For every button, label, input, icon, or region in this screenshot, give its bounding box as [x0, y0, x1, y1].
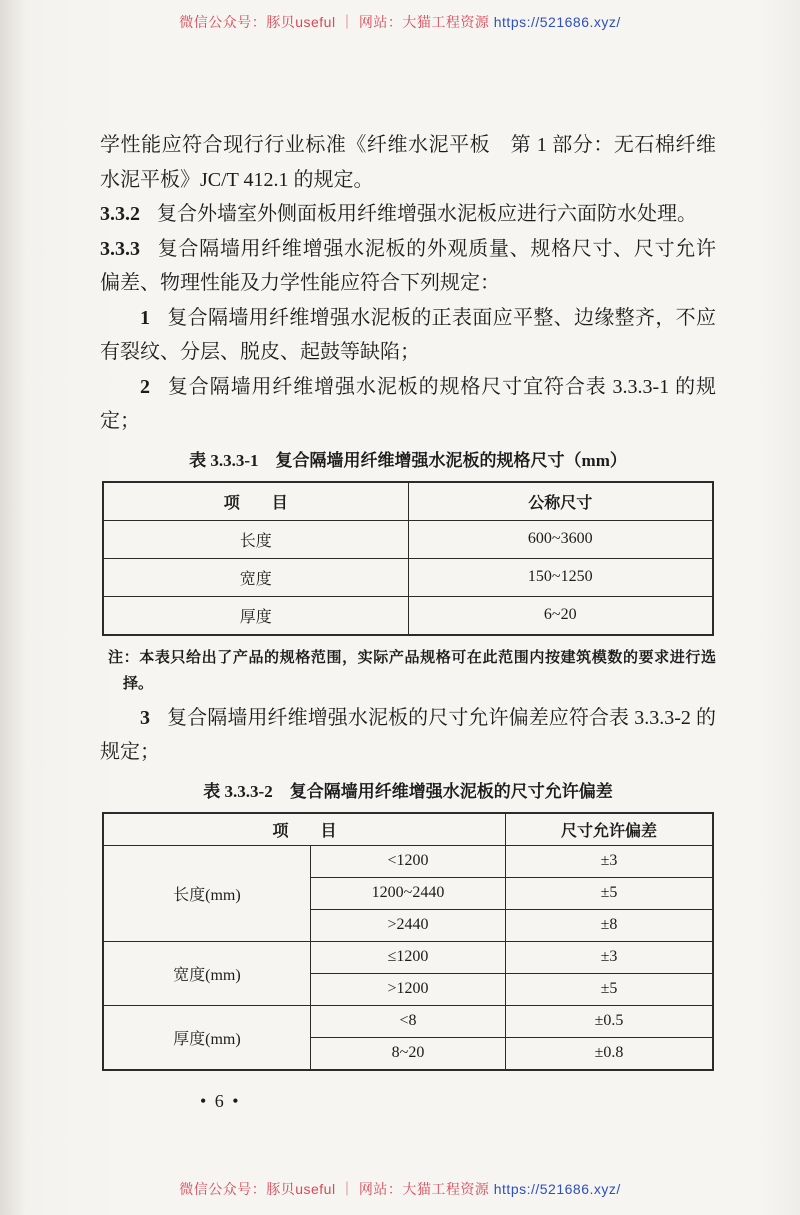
list-item-3-text: 复合隔墙用纤维增强水泥板的尺寸允许偏差应符合表 3.3.3-2 的规定；: [100, 706, 716, 763]
watermark-top: [0, 12, 800, 32]
clause-3-3-2-number: 3.3.2: [100, 203, 140, 225]
table2-header-deviation: 尺寸允许偏差: [506, 813, 713, 846]
list-item-3-number: 3: [140, 706, 150, 729]
table-cell: 宽度: [103, 558, 408, 596]
watermark-bottom-url: https://521686.xyz/: [493, 1181, 621, 1197]
table-cell: 6~20: [408, 596, 713, 635]
table-row: [103, 596, 713, 635]
table-cell: <8: [310, 1005, 505, 1037]
table-cell: ±0.5: [506, 1005, 713, 1037]
table1-caption: 表 3.3.3-1 复合隔墙用纤维增强水泥板的规格尺寸（mm）: [189, 450, 627, 470]
table-cell: ±3: [506, 941, 713, 973]
table-cell: <1200: [310, 845, 505, 877]
list-item-2: [100, 370, 716, 439]
page-number: • 6 •: [200, 1090, 241, 1111]
table-cell: 长度: [103, 520, 408, 558]
table1-note: 注：本表只给出了产品的规格范围，实际产品规格可在此范围内按建筑模数的要求进行选择。: [108, 649, 716, 692]
tolerance-table: [102, 812, 714, 1071]
table-cell: ±5: [506, 973, 713, 1005]
table2-header-item: 项 目: [103, 813, 506, 846]
table-header-row: [103, 813, 713, 846]
table-cell: ≤1200: [310, 941, 505, 973]
clause-3-3-2-text: 复合外墙室外侧面板用纤维增强水泥板应进行六面防水处理。: [157, 203, 697, 225]
table-row: [103, 845, 713, 877]
clause-3-3-3-text: 复合隔墙用纤维增强水泥板的外观质量、规格尺寸、尺寸允许偏差、物理性能及力学性能应符合下列规定：: [100, 237, 716, 294]
list-item-2-number: 2: [140, 375, 150, 398]
table-row: [103, 558, 713, 596]
table-cell: ±3: [506, 845, 713, 877]
table-row: [103, 520, 713, 558]
table-row: [103, 1005, 713, 1037]
table-cell: ±8: [506, 909, 713, 941]
clause-3-3-2: [100, 197, 716, 232]
table-cell: >2440: [310, 909, 505, 941]
list-item-3: [100, 701, 716, 770]
table-cell: >1200: [310, 973, 505, 1005]
spec-size-table: [102, 481, 714, 636]
watermark-top-url: https://521686.xyz/: [493, 14, 621, 30]
table-cell-group-thickness: 厚度(mm): [103, 1005, 310, 1070]
table-cell: ±5: [506, 877, 713, 909]
table-row: [103, 941, 713, 973]
table1-header-size: 公称尺寸: [408, 482, 713, 521]
table-header-row: [103, 482, 713, 521]
table-cell: 1200~2440: [310, 877, 505, 909]
table-cell: 150~1250: [408, 558, 713, 596]
watermark-bottom-label: 微信公众号：豚贝useful ｜ 网站：大猫工程资源: [179, 1181, 490, 1197]
list-item-1: [100, 301, 716, 370]
list-item-1-number: 1: [140, 306, 150, 329]
table-cell: ±0.8: [506, 1037, 713, 1070]
table-cell-group-length: 长度(mm): [103, 845, 310, 941]
watermark-top-label: 微信公众号：豚贝useful ｜ 网站：大猫工程资源: [179, 14, 490, 30]
table-cell-group-width: 宽度(mm): [103, 941, 310, 1005]
table-cell: 8~20: [310, 1037, 505, 1070]
table-cell: 厚度: [103, 596, 408, 635]
paragraph-continuation-text: 学性能应符合现行行业标准《纤维水泥平板 第 1 部分：无石棉纤维水泥平板》JC/T 412.1 的规定。: [100, 134, 716, 191]
clause-3-3-3-number: 3.3.3: [100, 237, 140, 260]
clause-3-3-3: [100, 232, 716, 301]
watermark-bottom: [0, 1179, 800, 1199]
table1-header-item: 项 目: [103, 482, 408, 521]
list-item-2-text: 复合隔墙用纤维增强水泥板的规格尺寸宜符合表 3.3.3-1 的规定；: [100, 375, 716, 432]
table2-caption: 表 3.3.3-2 复合隔墙用纤维增强水泥板的尺寸允许偏差: [203, 781, 613, 801]
table-cell: 600~3600: [408, 520, 713, 558]
list-item-1-text: 复合隔墙用纤维增强水泥板的正表面应平整、边缘整齐，不应有裂纹、分层、脱皮、起鼓等缺陷；: [100, 306, 716, 363]
paragraph-continuation: [100, 128, 716, 197]
